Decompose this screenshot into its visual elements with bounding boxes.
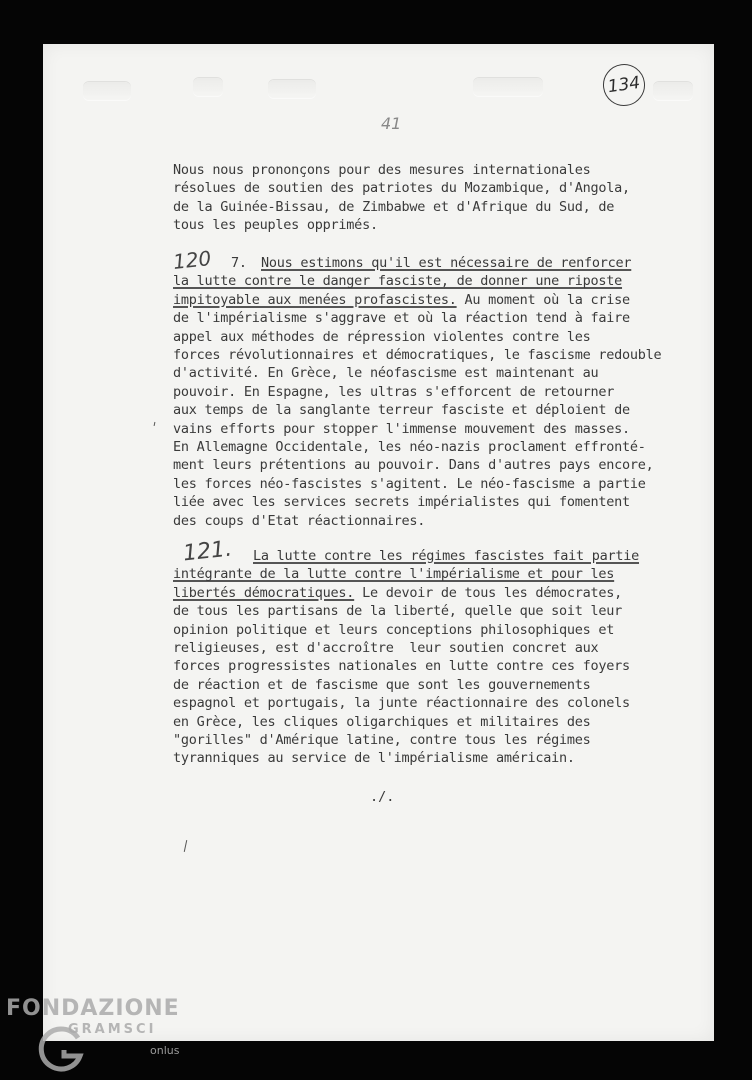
text-line: des coups d'Etat réactionnaires. [173, 512, 426, 529]
foundation-watermark [6, 996, 186, 1076]
text-line: d'activité. En Grèce, le néofascisme est maintenant au [173, 365, 599, 382]
text-line: appel aux méthodes de répression violentes contre les [173, 328, 591, 345]
text-line [173, 547, 639, 565]
text-line: religieuses, est d'accroître leur soutien concret aux [173, 640, 599, 657]
document-page [43, 44, 714, 1041]
text-span: Au moment où la crise [456, 291, 630, 308]
text-line: espagnol et portugais, la junte réactionnaire des colonels [173, 695, 630, 712]
underlined-text: la lutte contre le danger fasciste, de donner une riposte [173, 273, 623, 290]
archive-stamp-number: 134 [600, 61, 647, 108]
text-line: Nous nous prononçons pour des mesures internationales [173, 162, 591, 178]
text-line: les forces néo-fascistes s'agitent. Le néo-fascisme a partie [173, 475, 646, 492]
text-line: forces progressistes nationales en lutte contre ces foyers [173, 658, 630, 675]
typed-paragraph-number: 7. [231, 255, 247, 271]
paragraph-1 [173, 161, 630, 235]
underlined-text: impitoyable aux menées profascistes. [173, 291, 457, 308]
handwritten-paragraph-number: 121. [181, 536, 234, 567]
text-line: en Grèce, les cliques oligarchiques et militaires des [173, 713, 591, 730]
text-line: opinion politique et leurs conceptions philosophiques et [173, 621, 615, 638]
pencil-mark [154, 422, 156, 426]
paragraph-3 [173, 547, 639, 768]
text-line: de réaction et de fascisme que sont les gouvernements [173, 676, 591, 693]
emboss-mark [83, 82, 131, 100]
text-line: de l'impérialisme s'aggrave et où la réaction tend à faire [173, 310, 630, 327]
underlined-text: Nous estimons qu'il est nécessaire de renforcer [261, 255, 632, 271]
text-line [173, 584, 639, 602]
text-line: de tous les partisans de la liberté, quelle que soit leur [173, 603, 623, 620]
text-line: liée avec les services secrets impérialistes qui fomentent [173, 494, 630, 511]
paragraph-2 [173, 254, 661, 530]
text-line: tyranniques au service de l'impérialisme américain. [173, 750, 575, 767]
text-line: de la Guinée-Bissau, de Zimbabwe et d'Afrique du Sud, de [173, 198, 615, 215]
text-span: Le devoir de tous les démocrates, [354, 584, 623, 601]
underlined-text: libertés démocratiques. [173, 584, 355, 601]
text-line: vains efforts pour stopper l'immense mouvement des masses. [173, 420, 630, 437]
underlined-text: La lutte contre les régimes fascistes fait partie [253, 548, 640, 564]
text-line: En Allemagne Occidentale, les néo-nazis proclament effronté- [173, 439, 646, 456]
watermark-suffix: onlus [150, 1044, 180, 1057]
text-line: "gorilles" d'Amérique latine, contre tous les régimes [173, 732, 591, 749]
emboss-mark [653, 82, 693, 100]
text-line: tous les peuples opprimés. [173, 217, 378, 234]
text-line [173, 254, 661, 272]
emboss-mark [473, 78, 543, 96]
watermark-title: FONDAZIONE [6, 996, 180, 1021]
continuation-mark: ./. [370, 789, 395, 805]
underlined-text: intégrante de la lutte contre l'impérialisme et pour les [173, 566, 615, 583]
emboss-mark [193, 78, 223, 96]
handwritten-paragraph-number: 120 [171, 246, 213, 274]
pencil-mark [184, 840, 188, 852]
text-line [173, 291, 661, 309]
text-line: forces révolutionnaires et démocratiques, le fascisme redouble [173, 347, 662, 364]
text-line: résolues de soutien des patriotes du Mozambique, d'Angola, [173, 180, 630, 197]
text-line: pouvoir. En Espagne, les ultras s'efforcent de retourner [173, 383, 615, 400]
watermark-subtitle: GRAMSCI [68, 1022, 157, 1037]
text-line: ment leurs prétentions au pouvoir. Dans d'autres pays encore, [173, 457, 654, 474]
text-line: aux temps de la sanglante terreur fasciste et déploient de [173, 402, 630, 419]
handwritten-page-number: 41 [381, 114, 402, 133]
emboss-mark [268, 80, 316, 98]
